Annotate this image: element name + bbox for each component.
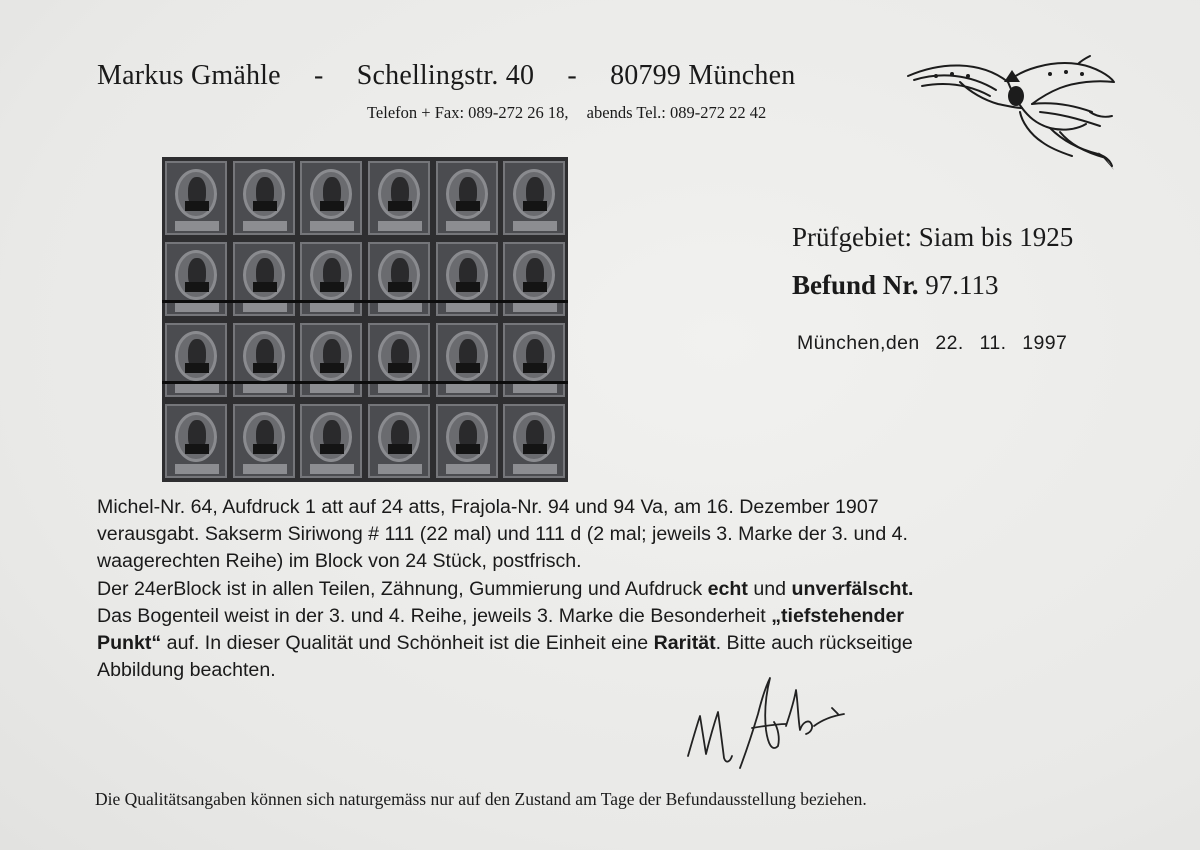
body-text: auf. In dieser Qualität und Schönheit ist die Einheit eine bbox=[161, 632, 654, 655]
emphasis-unverfaelscht: unverfälscht. bbox=[791, 577, 914, 600]
stamp bbox=[165, 161, 227, 235]
stamp bbox=[503, 242, 565, 316]
street-address: Schellingstr. 40 bbox=[356, 60, 535, 91]
stamp bbox=[368, 323, 430, 397]
city-address: 80799 München bbox=[610, 60, 796, 91]
stamp bbox=[233, 161, 295, 235]
garuda-emblem-icon bbox=[900, 52, 1122, 172]
body-line: verausgabt. Sakserm Siriwong # 111 (22 mal) und 111 d (2 mal; jeweils 3. Marke der 3. und 4. bbox=[97, 523, 908, 546]
emphasis-raritaet: Rarität bbox=[653, 632, 716, 655]
stamp bbox=[503, 161, 565, 235]
phone-evening: abends Tel.: 089-272 22 42 bbox=[586, 103, 767, 122]
body-text: Der 24erBlock ist in allen Teilen, Zähnung, Gummierung und Aufdruck bbox=[97, 577, 708, 600]
stamp bbox=[503, 404, 565, 478]
stamp bbox=[300, 161, 362, 235]
overprint-bar bbox=[162, 300, 568, 303]
stamp bbox=[300, 323, 362, 397]
date-year: 1997 bbox=[1022, 332, 1068, 354]
stamp bbox=[300, 242, 362, 316]
befund-label: Befund Nr. bbox=[792, 270, 919, 300]
stamp bbox=[436, 161, 498, 235]
befund-value: 97.113 bbox=[925, 270, 999, 300]
letterhead bbox=[97, 60, 795, 92]
stamp bbox=[368, 242, 430, 316]
body-text: . Bitte auch rückseitige bbox=[715, 632, 913, 655]
emphasis-punkt: Punkt“ bbox=[97, 632, 162, 655]
certificate-body bbox=[97, 494, 1177, 684]
separator: - bbox=[567, 60, 577, 91]
body-text: und bbox=[747, 577, 792, 600]
place: München,den bbox=[797, 332, 920, 354]
stamp bbox=[233, 242, 295, 316]
stamp bbox=[436, 323, 498, 397]
date-month: 11. bbox=[979, 332, 1007, 354]
stamp bbox=[436, 404, 498, 478]
stamp bbox=[300, 404, 362, 478]
body-text: Das Bogenteil weist in der 3. und 4. Reihe, jeweils 3. Marke die Besonderheit bbox=[97, 604, 772, 627]
handwritten-signature bbox=[682, 668, 852, 773]
stamp bbox=[368, 161, 430, 235]
stamp bbox=[436, 242, 498, 316]
stamp bbox=[165, 323, 227, 397]
separator: - bbox=[313, 60, 324, 91]
expert-name: Markus Gmähle bbox=[97, 60, 281, 91]
body-line bbox=[97, 576, 1177, 603]
date-day: 22. bbox=[935, 332, 964, 354]
body-line bbox=[97, 630, 1177, 657]
place-date bbox=[797, 332, 1067, 355]
emphasis-echt: echt bbox=[707, 577, 748, 600]
stamp bbox=[503, 323, 565, 397]
body-line bbox=[97, 603, 1177, 630]
stamp bbox=[368, 404, 430, 478]
body-line: Michel-Nr. 64, Aufdruck 1 att auf 24 atts, Frajola-Nr. 94 und 94 Va, am 16. Dezember 1907 bbox=[97, 496, 879, 518]
emphasis-tiefstehender: „tiefstehender bbox=[771, 604, 905, 627]
body-line: Abbildung beachten. bbox=[97, 659, 276, 682]
stamp bbox=[165, 242, 227, 316]
pruefgebiet: Prüfgebiet: Siam bis 1925 bbox=[792, 222, 1074, 252]
stamp bbox=[165, 404, 227, 478]
footer-disclaimer: Die Qualitätsangaben können sich naturgemäss nur auf den Zustand am Tage der Befundausstellung beziehen. bbox=[95, 789, 867, 809]
contact-line bbox=[367, 103, 766, 123]
stamp bbox=[233, 404, 295, 478]
overprint-bar bbox=[162, 381, 568, 384]
befund-number bbox=[792, 270, 999, 301]
stamp-block-image bbox=[162, 157, 568, 482]
stamp bbox=[233, 323, 295, 397]
phone-fax: Telefon + Fax: 089-272 26 18, bbox=[367, 103, 569, 122]
body-line: waagerechten Reihe) im Block von 24 Stück, postfrisch. bbox=[97, 550, 582, 573]
